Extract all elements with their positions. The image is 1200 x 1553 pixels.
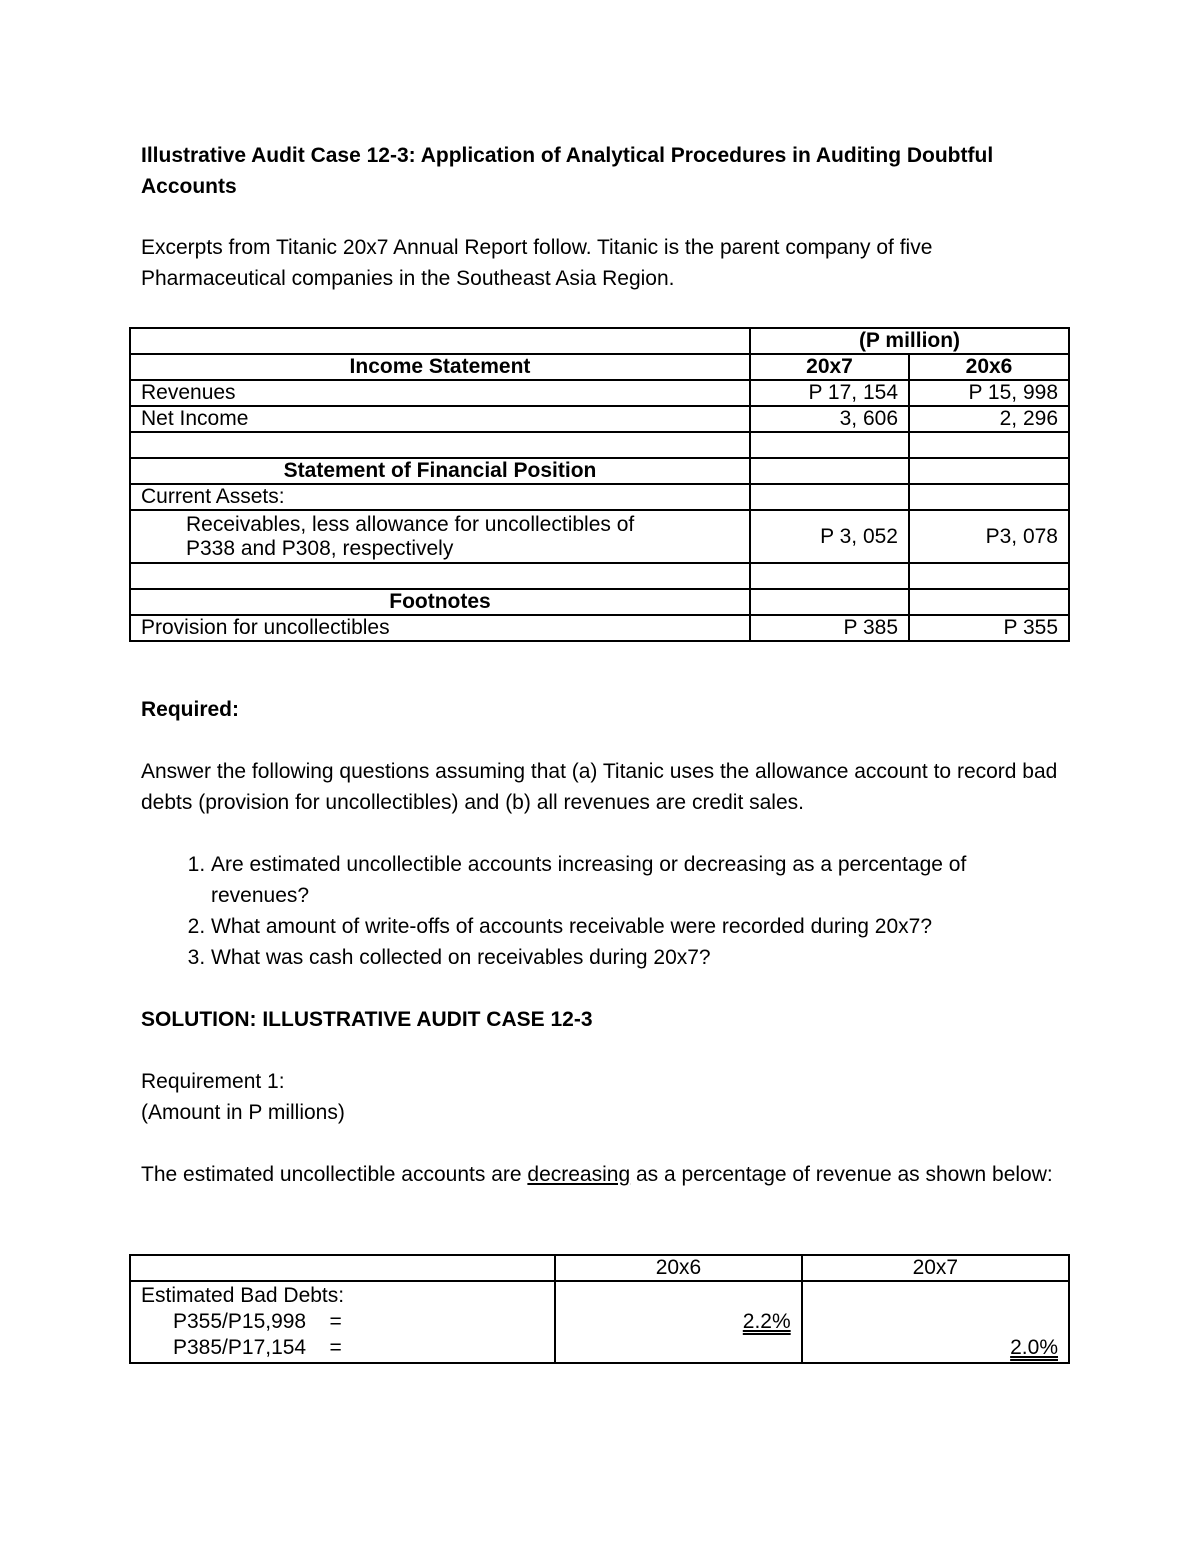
table-row: Receivables, less allowance for uncollectibles of P338 and P308, respectively P 3, 052 P3, 078 [130,510,1069,563]
list-item: 1. Are estimated uncollectible accounts increasing or decreasing as a percentage of revenues? [211,849,1061,911]
table-row: Revenues P 17, 154 P 15, 998 [130,380,1069,406]
table-row: Provision for uncollectibles P 385 P 355 [130,615,1069,641]
document-title: Illustrative Audit Case 12-3: Application of Analytical Procedures in Auditing Doubtful Accounts [141,144,994,198]
col-header-20x6: 20x6 [909,354,1069,380]
required-heading: Required: [141,698,240,721]
section-footnotes: Footnotes [130,589,750,615]
table-row: Estimated Bad Debts: P355/P15,998 = P385/P17,154 = 2.2% 2.0% [130,1281,1069,1363]
col-header-20x7: 20x7 [802,1255,1069,1281]
financial-excerpt-table: (P million) Income Statement 20x7 20x6 Revenues P 17, 154 P 15, 998 Net Income 3, 606 2, 296 Statement of Financial Position Current Assets: Receivables, less allowance for uncollectibles of P338 and P308, respectively P 3, 052 P3, 078 Footnotes Provision for uncollectibles P 385 P 355 [129,327,1070,642]
requirement-1-text: The estimated uncollectible accounts are decreasing as a percentage of revenue as shown below: [141,1163,1053,1186]
required-text: Answer the following questions assuming that (a) Titanic uses the allowance account to record bad debts (provision for uncollectibles) and (b) all revenues are credit sales. [141,760,1058,814]
col-header-20x7: 20x7 [750,354,909,380]
table-row: Net Income 3, 606 2, 296 [130,406,1069,432]
section-financial-position: Statement of Financial Position [130,458,750,484]
question-list [141,849,1061,973]
solution-heading: SOLUTION: ILLUSTRATIVE AUDIT CASE 12-3 [141,1008,593,1031]
list-item: 3. What was cash collected on receivables during 20x7? [211,942,1061,973]
bad-debts-table [129,1254,1070,1364]
requirement-1-unit: (Amount in P millions) [141,1101,345,1124]
intro-paragraph: Excerpts from Titanic 20x7 Annual Report follow. Titanic is the parent company of five Pharmaceutical companies in the Southeast Asia Region. [141,236,933,290]
requirement-1-label: Requirement 1: [141,1070,285,1093]
list-item: 2. What amount of write-offs of accounts receivable were recorded during 20x7? [211,911,1061,942]
unit-header: (P million) [750,328,1069,354]
section-income-statement: Income Statement [130,354,750,380]
col-header-20x6: 20x6 [555,1255,801,1281]
